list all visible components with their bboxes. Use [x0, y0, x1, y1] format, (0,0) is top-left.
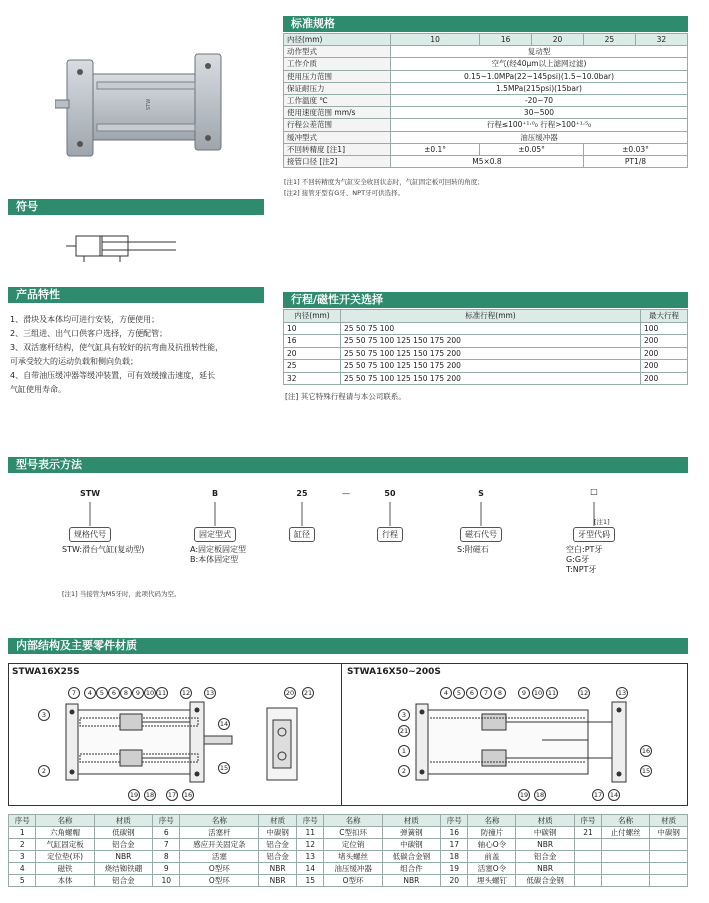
spec-label: 使用速度范围 mm/s: [284, 107, 391, 119]
spec-header-cell: 20: [532, 34, 584, 46]
stroke-cell: 200: [641, 335, 688, 348]
spec-title: 标准规格: [291, 17, 335, 30]
parts-cell: 轴心O令: [468, 839, 516, 851]
stroke-cell: 200: [641, 372, 688, 385]
spec-value: 空气(经40μm以上滤网过滤): [391, 58, 688, 70]
parts-header-cell: 名称: [36, 815, 94, 827]
spec-value: ±0.1°: [391, 143, 480, 155]
parts-cell-empty: [602, 839, 650, 851]
spec-value: 复动型: [391, 46, 688, 58]
model-desc-line: A:固定板固定型: [190, 545, 247, 554]
stroke-header-cell: 最大行程: [641, 310, 688, 323]
feature-item: 2、三组进、出气口供客户选择，方便配管；: [10, 329, 168, 338]
product-photo: [55, 48, 245, 168]
feature-item: 气缸使用寿命。: [10, 385, 66, 394]
spec-header-cell: 32: [635, 34, 687, 46]
callout-bubble: 9: [518, 687, 530, 699]
parts-cell: 前盖: [468, 851, 516, 863]
spec-value: ±0.03°: [583, 143, 687, 155]
parts-cell: 铝合金: [516, 851, 574, 863]
parts-cell: 中碳钢: [650, 827, 688, 839]
structure-right-drawing: [412, 700, 634, 784]
spec-row-port: [284, 155, 688, 167]
stroke-cell: 25 50 75 100 125 150 175 200: [341, 347, 641, 360]
spec-label: 动作型式: [284, 46, 391, 58]
svg-text:STW: STW: [146, 98, 152, 110]
feature-item: 1、滑块及本体均可进行安装，方便使用；: [10, 315, 160, 324]
parts-cell-empty: [650, 851, 688, 863]
model-desc-mount: [190, 545, 246, 565]
spec-row: [284, 94, 688, 106]
callout-bubble: 9: [132, 687, 144, 699]
features-title-bar: [8, 287, 264, 303]
callout-bubble: 6: [466, 687, 478, 699]
parts-cell: 本体: [36, 875, 94, 887]
model-desc-line: B:本体固定型: [190, 555, 239, 564]
parts-cell-empty: [574, 839, 601, 851]
stroke-row: [284, 347, 688, 360]
parts-cell: 止付螺丝: [602, 827, 650, 839]
parts-cell: 六角螺帽: [36, 827, 94, 839]
model-box-stroke: [368, 527, 412, 542]
feature-item: 4、自带油压缓冲器等缓冲装置，可有效缓撞击速度，延长: [10, 371, 216, 380]
parts-cell-empty: [650, 839, 688, 851]
parts-cell: 4: [9, 863, 36, 875]
parts-cell: C型扣环: [324, 827, 382, 839]
stroke-cell: 20: [284, 347, 341, 360]
callout-bubble: 1: [398, 745, 410, 757]
spec-row: [284, 131, 688, 143]
callout-bubble: 2: [398, 765, 410, 777]
parts-header-cell: 序号: [574, 815, 601, 827]
stroke-cell: 25 50 75 100: [341, 322, 641, 335]
parts-cell: 低碳合金钢: [382, 851, 440, 863]
parts-cell: 弹簧钢: [382, 827, 440, 839]
stroke-cell: 25 50 75 100 125 150 175 200: [341, 360, 641, 373]
stroke-header-cell: 内径(mm): [284, 310, 341, 323]
callout-bubble: 21: [303, 689, 313, 697]
parts-row: [9, 839, 688, 851]
model-box-spec: [62, 527, 118, 542]
model-box-label: 规格代号: [69, 527, 111, 542]
model-box-label: 磁石代号: [460, 527, 502, 542]
parts-cell: 12: [297, 839, 324, 851]
parts-row: [9, 851, 688, 863]
spec-row: [284, 58, 688, 70]
callout-bubble: 3: [398, 709, 410, 721]
parts-cell: 2: [9, 839, 36, 851]
callout-bubble: 14: [219, 720, 229, 728]
callout-bubble: 12: [181, 689, 191, 697]
feature-item: 3、双活塞杆结构，使气缸具有较好的抗弯曲及抗扭转性能，: [10, 343, 224, 352]
parts-cell: 中碳钢: [259, 827, 297, 839]
parts-cell: 中碳钢: [382, 839, 440, 851]
spec-header-cell: 10: [391, 34, 480, 46]
model-code-stroke: 50: [384, 489, 396, 498]
feature-item: 可承受较大的运动负载和侧向负载；: [10, 357, 138, 366]
parts-cell: 6: [153, 827, 180, 839]
model-box-mount: [187, 527, 243, 542]
parts-header-cell: 材质: [259, 815, 297, 827]
parts-cell: 组合件: [382, 863, 440, 875]
spec-label: 接管口径 [注2]: [284, 155, 391, 167]
spec-label: 保证耐压力: [284, 82, 391, 94]
spec-row: [284, 107, 688, 119]
parts-cell: NBR: [382, 875, 440, 887]
callout-bubble: 14: [609, 791, 619, 799]
parts-table: [8, 814, 688, 887]
callout-bubble: 6: [108, 687, 120, 699]
parts-cell: 10: [153, 875, 180, 887]
cylinder-symbol: [66, 230, 186, 264]
parts-cell: 埋头螺钉: [468, 875, 516, 887]
model-title: 型号表示方法: [16, 458, 82, 471]
parts-header-cell: 材质: [94, 815, 152, 827]
model-desc-line: G:G牙: [566, 555, 590, 564]
parts-cell: 感应开关固定条: [180, 839, 259, 851]
parts-cell-empty: [602, 863, 650, 875]
parts-header-cell: 名称: [468, 815, 516, 827]
callout-bubble: 21: [399, 727, 409, 735]
model-desc-line: S:附磁石: [457, 545, 489, 554]
parts-header-cell: 名称: [324, 815, 382, 827]
spec-header-row: [284, 34, 688, 46]
structure-title-bar: [8, 638, 688, 654]
parts-cell-empty: [650, 875, 688, 887]
stroke-row: [284, 322, 688, 335]
callout-bubble: 13: [617, 689, 627, 697]
parts-cell: 活塞: [180, 851, 259, 863]
parts-cell: 19: [441, 863, 468, 875]
model-box-label: 固定型式: [194, 527, 236, 542]
parts-cell: 低碳合金钢: [516, 875, 574, 887]
parts-row: [9, 827, 688, 839]
parts-header-cell: 序号: [153, 815, 180, 827]
spec-header-cell: 16: [480, 34, 532, 46]
callout-bubble: 15: [641, 767, 651, 775]
model-box-label: 行程: [377, 527, 403, 542]
spec-value: 1.5MPa(215psi)(15bar): [391, 82, 688, 94]
model-footnote: [注1] 当接管为M5牙时，此项代码为空。: [62, 590, 181, 598]
spec-header-cell: 25: [583, 34, 635, 46]
callout-bubble: 10: [533, 689, 543, 697]
spec-label: 缓冲型式: [284, 131, 391, 143]
parts-cell: 14: [297, 863, 324, 875]
spec-label: 不回转精度 [注1]: [284, 143, 391, 155]
spec-value: 0.15~1.0MPa(22~145psi)(1.5~10.0bar): [391, 70, 688, 82]
parts-cell: NBR: [259, 875, 297, 887]
model-box-bore: [280, 527, 324, 542]
stroke-cell: 100: [641, 322, 688, 335]
stroke-row: [284, 335, 688, 348]
callout-bubble: 5: [453, 687, 465, 699]
callout-bubble: 2: [38, 765, 50, 777]
parts-cell: O型环: [324, 875, 382, 887]
parts-cell: 气缸固定板: [36, 839, 94, 851]
parts-cell: 定位垫(环): [36, 851, 94, 863]
model-desc-line: T:NPT牙: [566, 565, 597, 574]
parts-cell: 11: [297, 827, 324, 839]
parts-cell: 3: [9, 851, 36, 863]
callout-bubble: 19: [129, 791, 139, 799]
parts-cell: 21: [574, 827, 601, 839]
stroke-cell: 200: [641, 347, 688, 360]
stroke-cell: 16: [284, 335, 341, 348]
callout-bubble: 7: [480, 687, 492, 699]
parts-header-cell: 材质: [650, 815, 688, 827]
parts-cell: 中碳钢: [516, 827, 574, 839]
parts-cell: 定位销: [324, 839, 382, 851]
structure-right-title: STWA16X50~200S: [347, 667, 441, 677]
parts-cell: 9: [153, 863, 180, 875]
stroke-cell: 32: [284, 372, 341, 385]
callout-bubble: 13: [205, 689, 215, 697]
stroke-note: [注] 其它特殊行程请与本公司联系。: [285, 392, 406, 401]
model-desc-thread: [566, 545, 602, 575]
parts-cell: NBR: [94, 851, 152, 863]
stroke-header-row: [284, 310, 688, 323]
callout-bubble: 11: [547, 689, 557, 697]
stroke-row: [284, 372, 688, 385]
symbol-title: 符号: [16, 200, 38, 213]
callout-bubble: 8: [120, 687, 132, 699]
parts-cell: 7: [153, 839, 180, 851]
parts-header-cell: 材质: [516, 815, 574, 827]
spec-header-label: 内径(mm): [284, 34, 391, 46]
stroke-table: [283, 309, 688, 385]
spec-row: [284, 82, 688, 94]
features-title: 产品特性: [16, 288, 60, 301]
spec-note-2: [注2] 接管牙型有G牙、NPT牙可供选择。: [284, 189, 405, 197]
stroke-cell: 25 50 75 100 125 150 175 200: [341, 335, 641, 348]
model-title-bar: [8, 457, 688, 473]
parts-cell-empty: [602, 851, 650, 863]
callout-bubble: 20: [285, 689, 295, 697]
parts-cell: NBR: [516, 863, 574, 875]
model-code-thread: □: [590, 487, 598, 496]
callout-bubble: 8: [494, 687, 506, 699]
features-list: [10, 313, 270, 397]
parts-cell-empty: [574, 875, 601, 887]
parts-cell: 铝合金: [94, 839, 152, 851]
callout-bubble: 10: [145, 689, 155, 697]
callout-bubble: 4: [84, 687, 96, 699]
spec-value: M5×0.8: [391, 155, 584, 167]
model-code-spec: STW: [79, 489, 101, 498]
structure-left-drawing: [40, 700, 240, 784]
callout-bubble: 3: [38, 709, 50, 721]
stroke-cell: 25: [284, 360, 341, 373]
parts-cell: 15: [297, 875, 324, 887]
parts-header-cell: 名称: [180, 815, 259, 827]
callout-bubble: 15: [219, 764, 229, 772]
parts-cell: O型环: [180, 875, 259, 887]
model-box-thread: [566, 527, 622, 542]
spec-value: 行程≤100⁺¹·⁰₀ 行程>100⁺¹·⁵₀: [391, 119, 688, 131]
parts-header-cell: 序号: [297, 815, 324, 827]
spec-note-1: [注1] 不回转精度为气缸安全收回状态时，气缸固定板可回转的角度；: [284, 178, 484, 186]
structure-divider: [341, 663, 342, 806]
stroke-cell: 25 50 75 100 125 150 175 200: [341, 372, 641, 385]
parts-cell: 16: [441, 827, 468, 839]
structure-left-title: STWA16X25S: [12, 667, 80, 677]
parts-cell-empty: [574, 851, 601, 863]
callout-bubble: 4: [440, 687, 452, 699]
parts-header-cell: 材质: [382, 815, 440, 827]
callout-bubble: 16: [641, 747, 651, 755]
callout-bubble: 12: [579, 689, 589, 697]
parts-cell: 18: [441, 851, 468, 863]
parts-cell: 低碳钢: [94, 827, 152, 839]
parts-cell: 铝合金: [259, 839, 297, 851]
callout-bubble: 7: [68, 687, 80, 699]
parts-cell: 活塞O令: [468, 863, 516, 875]
parts-cell: 17: [441, 839, 468, 851]
parts-cell: 1: [9, 827, 36, 839]
parts-header-cell: 序号: [9, 815, 36, 827]
callout-bubble: 16: [183, 791, 193, 799]
parts-cell: NBR: [259, 863, 297, 875]
parts-cell-empty: [574, 863, 601, 875]
stroke-title-bar: [283, 292, 688, 308]
stroke-row: [284, 360, 688, 373]
parts-cell: 5: [9, 875, 36, 887]
model-box-label: 缸径: [289, 527, 315, 542]
spec-row: [284, 70, 688, 82]
parts-cell: 铝合金: [94, 875, 152, 887]
parts-row: [9, 863, 688, 875]
model-code-bore: 25: [296, 489, 308, 498]
callout-bubble: 11: [157, 689, 167, 697]
stroke-cell: 200: [641, 360, 688, 373]
spec-row-nonrot: [284, 143, 688, 155]
parts-cell: 8: [153, 851, 180, 863]
callout-bubble: 19: [519, 791, 529, 799]
model-box-magnet: [453, 527, 509, 542]
spec-row: [284, 119, 688, 131]
parts-row: [9, 875, 688, 887]
parts-cell: 油压缓冲器: [324, 863, 382, 875]
model-code-mount: B: [211, 489, 219, 498]
model-box-label: 牙型代码: [573, 527, 615, 542]
parts-cell: 活塞杆: [180, 827, 259, 839]
model-note-tag: [注1]: [594, 518, 610, 526]
parts-cell: 堵头螺丝: [324, 851, 382, 863]
spec-label: 工作介质: [284, 58, 391, 70]
callout-bubble: 18: [145, 791, 155, 799]
model-code-dash: —: [342, 489, 350, 498]
spec-value: 油压缓冲器: [391, 131, 688, 143]
callout-bubble: 17: [593, 791, 603, 799]
spec-label: 行程公差范围: [284, 119, 391, 131]
spec-value: 30~500: [391, 107, 688, 119]
spec-label: 使用压力范围: [284, 70, 391, 82]
callout-bubble: 17: [167, 791, 177, 799]
model-desc-spec: [62, 545, 144, 555]
spec-label: 工作温度 ℃: [284, 94, 391, 106]
parts-cell-empty: [650, 863, 688, 875]
callout-bubble: 5: [96, 687, 108, 699]
parts-cell: O型环: [180, 863, 259, 875]
parts-cell: 20: [441, 875, 468, 887]
parts-cell: 磁铁: [36, 863, 94, 875]
callout-bubble: 18: [535, 791, 545, 799]
parts-header-cell: 名称: [602, 815, 650, 827]
parts-cell: 13: [297, 851, 324, 863]
stroke-title: 行程/磁性开关选择: [291, 293, 384, 306]
spec-table: [283, 33, 688, 168]
model-desc-magnet: [457, 545, 489, 555]
structure-title: 内部结构及主要零件材质: [16, 639, 137, 652]
parts-cell-empty: [602, 875, 650, 887]
stroke-header-cell: 标准行程(mm): [341, 310, 641, 323]
spec-value: ±0.05°: [480, 143, 584, 155]
spec-title-bar: [283, 16, 688, 32]
parts-header-cell: 序号: [441, 815, 468, 827]
model-desc-line: STW:滑台气缸(复动型): [62, 545, 145, 554]
parts-cell: 烧结铷铁硼: [94, 863, 152, 875]
spec-row: [284, 46, 688, 58]
model-code-magnet: S: [478, 489, 484, 498]
structure-left-sideview: [263, 706, 303, 782]
spec-value: PT1/8: [583, 155, 687, 167]
stroke-cell: 10: [284, 322, 341, 335]
parts-header-row: [9, 815, 688, 827]
model-desc-line: 空白:PT牙: [566, 545, 603, 554]
parts-cell: 铝合金: [259, 851, 297, 863]
symbol-title-bar: [8, 199, 264, 215]
spec-value: -20~70: [391, 94, 688, 106]
parts-cell: 防撞片: [468, 827, 516, 839]
parts-cell: NBR: [516, 839, 574, 851]
